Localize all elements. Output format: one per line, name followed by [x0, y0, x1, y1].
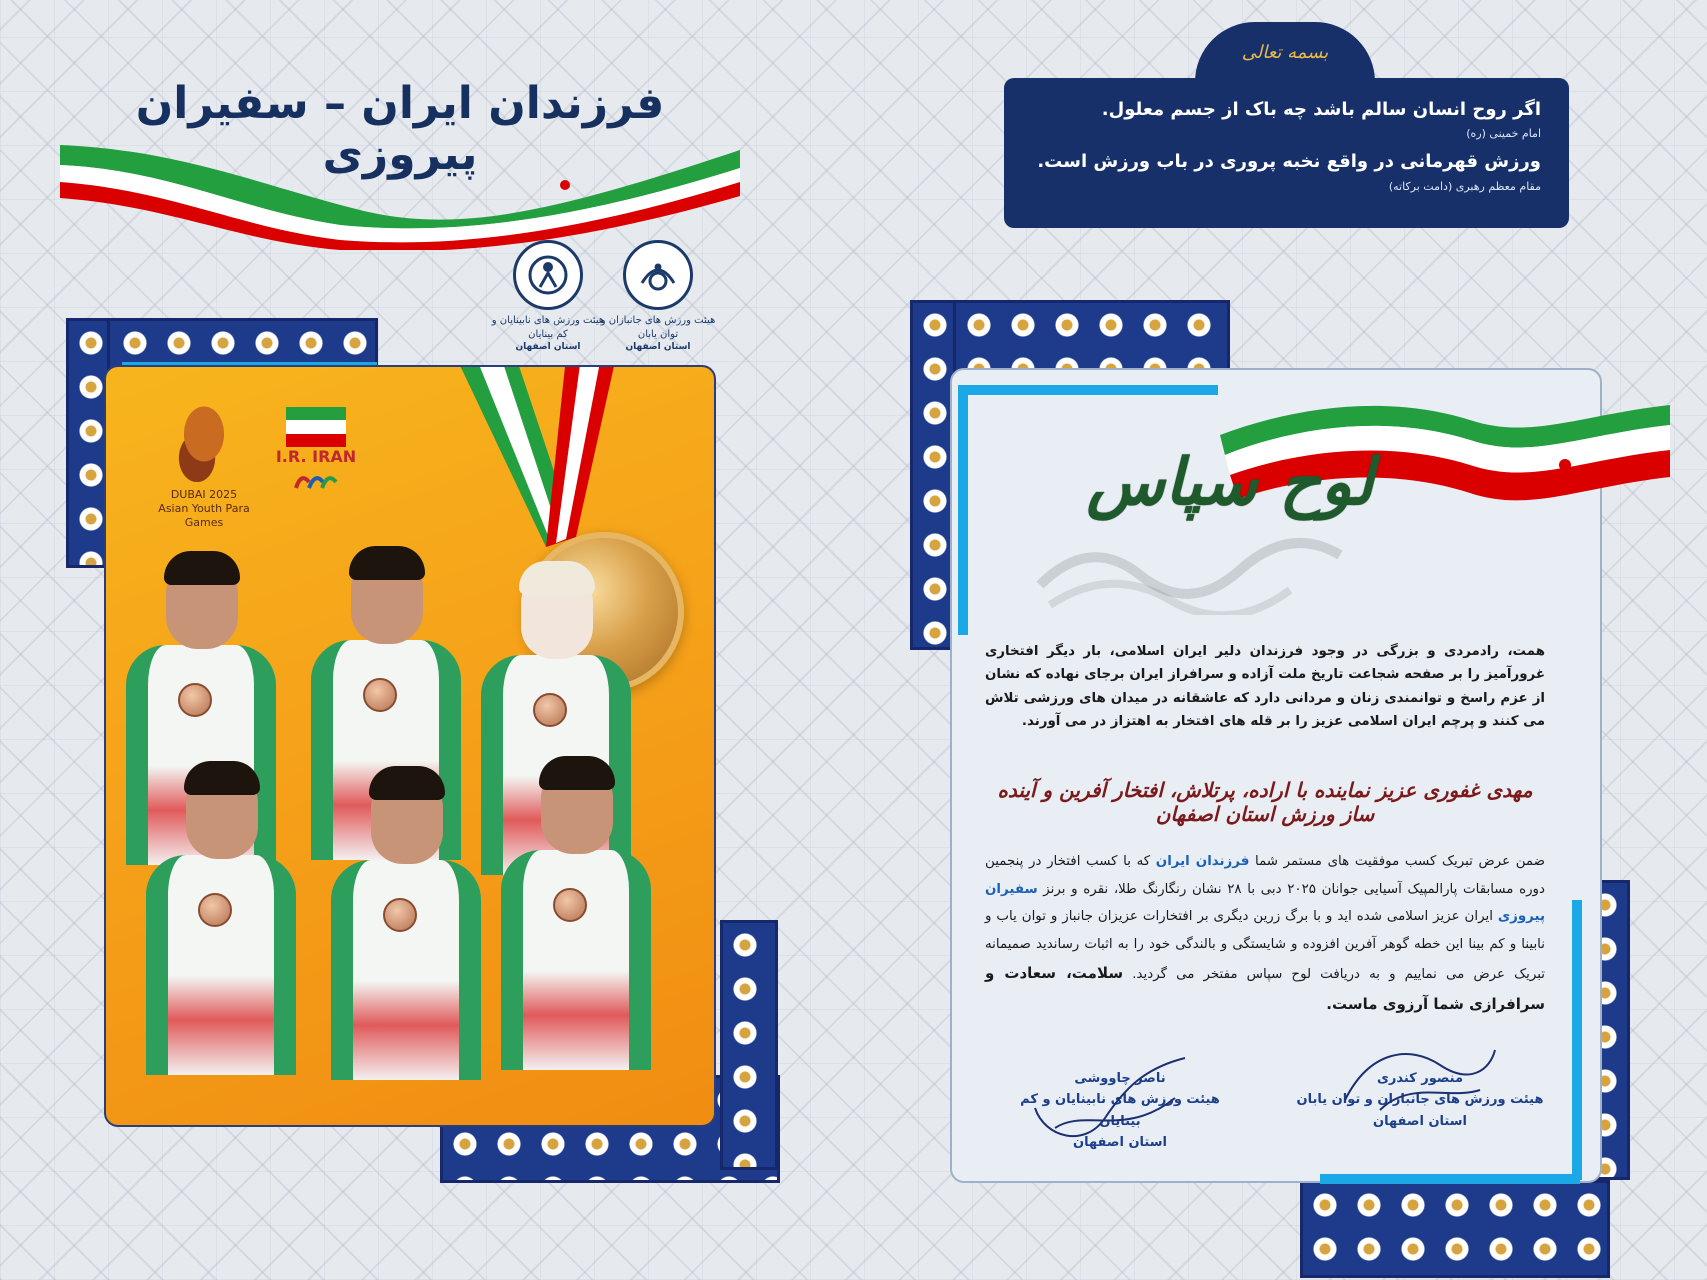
header-calligraphy: بسمه تعالی [1241, 42, 1329, 63]
games-logo [144, 402, 264, 529]
agitos-icon [291, 470, 341, 494]
certificate-paragraph-1: همت، رادمردی و بزرگی در وجود فرزندان دلیر ایران اسلامی، بار دیگر افتخاری غرورآمیز را بر صفحه شجاعت تاریخ ملت آزاده و سرافراز ایران برجای نهاده که نشان از عزم راسخ و توانمندی زنان و مردانی دارد که عاشقانه در میدان های ورزشی تلاش می کنند و پرچم ایران اسلامی عزیز را بر قله های افتخار به اهتزاز در می آورند. [985, 644, 1545, 730]
blind-sports-emblem-icon [513, 240, 583, 310]
p2-highlight-2: سفیران پیروزی [985, 881, 1545, 925]
logo-veterans-line1: هیئت ورزش های جانبازان و توان یابان [600, 315, 716, 340]
team-photo [104, 365, 716, 1127]
accent-bar [1572, 900, 1582, 1180]
p2-part2: که با کسب افتخار در پنجمین دوره مسابقات پارالمپیک آسیایی جوانان ۲۰۲۵ دبی با ۲۸ نشان رنگارنگ طلا، نقره و برنز [985, 854, 1545, 897]
heading-watermark [1030, 515, 1350, 615]
logo-blind-sports [488, 240, 608, 353]
logo-blind-line2: استان اصفهان [515, 342, 581, 352]
athlete [331, 772, 481, 1072]
signer-2-title: هیئت ورزش های نابینایان و کم بینایان [1020, 1092, 1220, 1129]
quote-1-text: اگر روح انسان سالم باشد چه باک از جسم معلول. [1101, 99, 1541, 120]
signature-block-blind [1005, 1068, 1235, 1154]
p2-part1: ضمن عرض تبریک کسب موفقیت های مستمر شما [1249, 854, 1545, 869]
flag-ribbon [60, 140, 760, 250]
p2-highlight-1: فرزندان ایران [1155, 854, 1250, 869]
logo-veterans-sports [598, 240, 718, 353]
quote-2-text: ورزش قهرمانی در واقع نخبه پروری در باب ورزش است. [1037, 151, 1541, 173]
accent-bar [958, 385, 968, 635]
p2-closing: سلامت، سعادت و سرافرازی شما آرزوی ماست. [985, 964, 1545, 1014]
tile-border-right [720, 920, 778, 1170]
signer-1-title: هیئت ورزش های جانبازان و توان یابان [1296, 1092, 1544, 1108]
quote-box [1004, 78, 1569, 228]
signer-2-province: استان اصفهان [1073, 1135, 1167, 1151]
certificate-heading: لوح سپاس [1086, 445, 1374, 520]
iran-flag-icon [286, 407, 346, 447]
games-emblem-icon [169, 402, 239, 482]
quote-1-author: امام خمینی (ره) [1466, 127, 1541, 141]
signer-1-name: منصور کندری [1376, 1071, 1464, 1086]
accent-bar [1320, 1174, 1580, 1184]
iran-paralympic-logo [266, 407, 366, 494]
watermark-calligraphy-icon [1030, 515, 1350, 615]
signature-scribble-icon [1025, 1048, 1205, 1158]
signature-block-veterans [1290, 1068, 1550, 1132]
quote-2-author: مقام معظم رهبری (دامت برکاته) [1388, 179, 1541, 193]
logo-blind-line1: هیئت ورزش های نابینایان و کم بینایان [491, 315, 605, 340]
signer-2-name: ناصر چاووشی [1074, 1071, 1166, 1086]
accent-bar [958, 385, 1218, 395]
medal-ribbon [446, 365, 626, 557]
tile-border-bottom [1300, 1180, 1610, 1278]
p2-part3: ایران عزیز اسلامی شده اید و با برگ زرین دیگری بر افتخارات عزیزان جانباز و توان یاب و نابینا و کم بینا این خطه گوهر آفرین افزوده و شایستگی و بالندگی خود را به اثبات رساندید صمیمانه تبریک عرض می نماییم و به دریافت لوح سپاس مفتخر می گردید. [985, 909, 1545, 983]
signer-1-province: استان اصفهان [1373, 1113, 1467, 1129]
left-title: فرزندان ایران – سفیران پیروزی [135, 78, 665, 180]
games-line1: DUBAI 2025 [170, 488, 238, 501]
certificate-paragraph-2 [985, 848, 1545, 1020]
certificate-recipient: مهدی غفوری عزیز نماینده با اراده، پرتلاش، افتخار آفرین و آینده ساز ورزش استان اصفهان [997, 778, 1533, 826]
athlete [146, 767, 296, 1067]
games-line2: Asian Youth Para Games [158, 501, 250, 529]
signature-scribble-icon [1340, 1040, 1500, 1120]
athlete [501, 762, 651, 1062]
wheelchair-emblem-icon [623, 240, 693, 310]
logo-veterans-line2: استان اصفهان [625, 342, 691, 352]
team-label: I.R. IRAN [275, 447, 357, 466]
